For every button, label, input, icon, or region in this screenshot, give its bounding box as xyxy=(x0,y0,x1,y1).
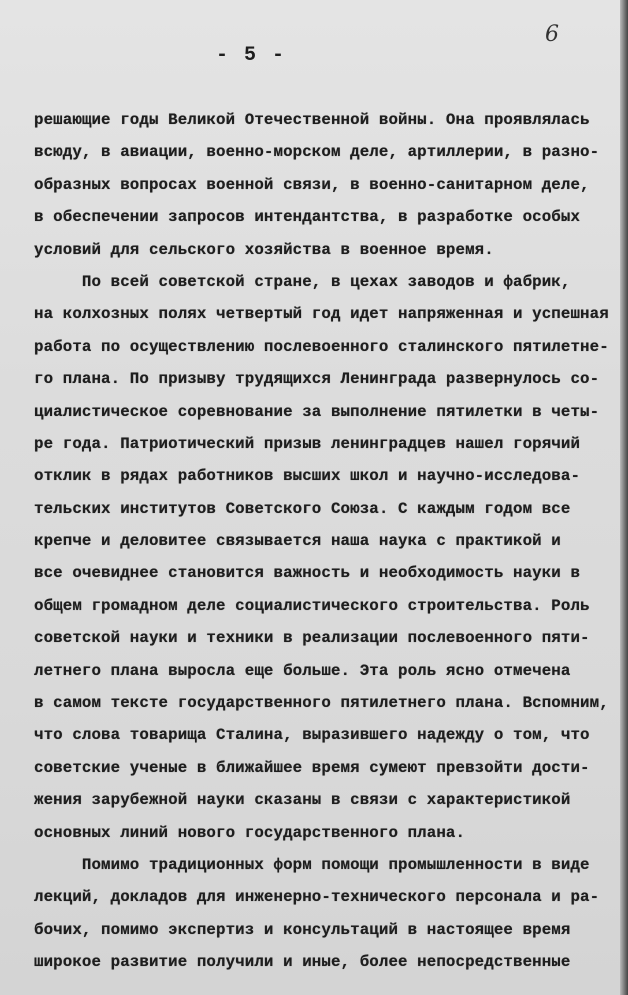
text-line: образных вопросах военной связи, в военно-санитарном деле, xyxy=(34,175,590,194)
text-line: на колхозных полях четвертый год идет напряженная и успешная xyxy=(34,305,609,324)
document-body xyxy=(34,104,624,979)
text-line: ре года. Патриотический призыв ленинградцев нашел горячий xyxy=(34,434,581,453)
text-line: все очевиднее становится важность и необходимость науки в xyxy=(34,564,581,583)
text-line: тельских институтов Советского Союза. С каждым годом все xyxy=(34,499,571,518)
text-line: широкое развитие получили и иные, более непосредственные xyxy=(34,953,571,972)
text-line: условий для сельского хозяйства в военное время. xyxy=(34,240,494,259)
text-line: летнего плана выросла еще больше. Эта роль ясно отмечена xyxy=(34,661,571,680)
text-line: всюду, в авиации, военно-морском деле, артиллерии, в разно- xyxy=(34,143,600,162)
text-line: в самом тексте государственного пятилетнего плана. Вспомним, xyxy=(34,694,609,713)
text-line: По всей советской стране, в цехах заводов и фабрик, xyxy=(34,272,571,291)
text-line: в обеспечении запросов интендантства, в разработке особых xyxy=(34,208,581,227)
text-line: общем громадном деле социалистического строительства. Роль xyxy=(34,596,590,615)
text-line: что слова товарища Сталина, выразившего надежду о том, что xyxy=(34,726,590,745)
text-line: жения зарубежной науки сказаны в связи с характеристикой xyxy=(34,791,571,810)
handwritten-page-number: 6 xyxy=(545,22,559,47)
text-line: го плана. По призыву трудящихся Ленинграда развернулось со- xyxy=(34,370,600,389)
text-line: решающие годы Великой Отечественной войны. Она проявлялась xyxy=(34,111,590,129)
text-line: советские ученые в ближайшее время сумеют превзойти дости- xyxy=(34,758,590,777)
page-number: - 5 - xyxy=(216,44,287,67)
text-line: циалистическое соревнование за выполнение пятилетки в четы- xyxy=(34,402,600,421)
text-line: отклик в рядах работников высших школ и научно-исследова- xyxy=(34,467,581,486)
text-line: основных линий нового государственного плана. xyxy=(34,823,466,842)
text-line: советской науки и техники в реализации послевоенного пяти- xyxy=(34,629,590,648)
text-line: Помимо традиционных форм помощи промышленности в виде xyxy=(34,855,590,874)
text-line: работа по осуществлению послевоенного сталинского пятилетне- xyxy=(34,337,609,356)
text-line: лекций, докладов для инженерно-технического персонала и ра- xyxy=(34,888,600,907)
text-line: бочих, помимо экспертиз и консультаций в настоящее время xyxy=(34,920,571,939)
text-line: крепче и деловитее связывается наша наука с практикой и xyxy=(34,532,561,551)
